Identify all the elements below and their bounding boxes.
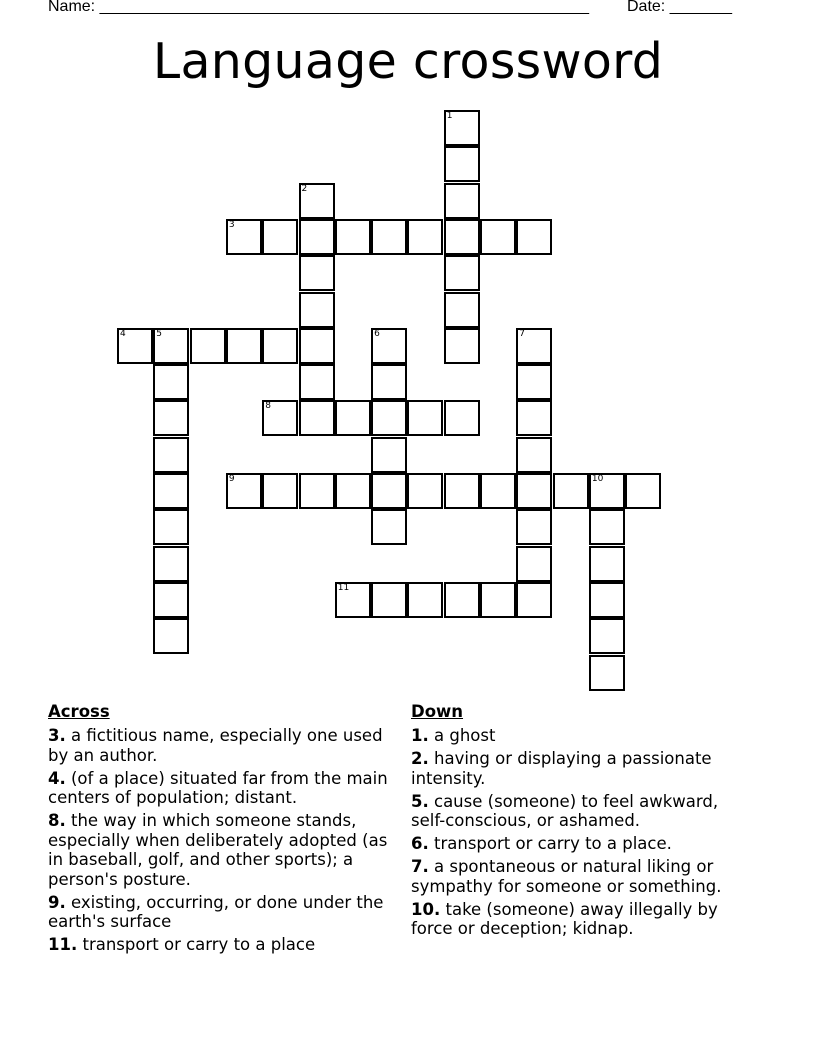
grid-cell[interactable] [153,546,189,582]
grid-cell[interactable] [444,328,480,364]
grid-cell[interactable] [371,582,407,618]
grid-cell[interactable] [153,618,189,654]
clue-across-4 [48,769,393,808]
grid-cell[interactable] [153,437,189,473]
clue-text: existing, occurring, or done under the earth's surface [48,892,384,931]
cell-number: 7 [519,328,526,339]
grid-cell[interactable] [299,364,335,400]
cell-number: 6 [374,328,380,339]
grid-cell[interactable] [262,473,298,509]
clue-text: a spontaneous or natural liking or sympathy for someone or something. [411,857,722,896]
grid-cell[interactable] [516,582,552,618]
clue-across-3 [48,726,393,765]
grid-cell[interactable] [226,219,262,255]
grid-cell[interactable] [407,473,443,509]
grid-cell[interactable] [153,509,189,545]
grid-cell[interactable] [190,328,226,364]
cell-number: 4 [120,328,126,339]
grid-cell[interactable] [516,219,552,255]
clue-number: 6. [411,834,429,853]
grid-cell[interactable] [444,255,480,291]
grid-cell[interactable] [589,546,625,582]
down-heading: Down [411,702,464,721]
grid-cell[interactable] [335,473,371,509]
clue-text: (of a place) situated far from the main centers of population; distant. [48,768,388,807]
grid-cell[interactable] [371,473,407,509]
cell-number: 3 [228,219,235,230]
grid-cell[interactable] [335,582,371,618]
grid-cell[interactable] [589,509,625,545]
grid-cell[interactable] [153,473,189,509]
grid-cell[interactable] [371,364,407,400]
grid-cell[interactable] [299,219,335,255]
clue-number: 3. [48,726,66,745]
clue-across-8 [48,811,393,889]
cell-number: 11 [337,582,350,593]
clue-text: a ghost [434,726,496,745]
clue-number: 8. [48,811,66,830]
clue-number: 1. [411,726,429,745]
clue-number: 2. [411,749,429,768]
grid-cell[interactable] [226,328,262,364]
grid-cell[interactable] [444,183,480,219]
clue-number: 7. [411,857,429,876]
grid-cell[interactable] [407,582,443,618]
grid-cell[interactable] [480,473,516,509]
grid-cell[interactable] [153,582,189,618]
across-clues [48,702,393,958]
cell-number: 1 [446,111,453,121]
grid-cell[interactable] [262,400,298,436]
grid-cell[interactable] [335,219,371,255]
clue-text: a fictitious name, especially one used by an author. [48,726,383,765]
grid-cell[interactable] [516,473,552,509]
grid-cell[interactable] [335,400,371,436]
date-field-label: Date: _______ [627,0,732,15]
cell-number: 10 [591,474,604,484]
grid-cell[interactable] [226,473,262,509]
clue-number: 4. [48,768,66,788]
clue-down-6 [411,834,756,854]
clue-text: transport or carry to a place [82,935,316,954]
clue-down-7 [411,857,756,896]
grid-cell[interactable] [516,509,552,545]
grid-cell[interactable] [262,328,298,364]
grid-cell[interactable] [516,328,552,364]
grid-cell[interactable] [371,509,407,545]
grid-cell[interactable] [589,655,625,691]
clue-across-9 [48,893,393,932]
grid-cell[interactable] [516,400,552,436]
clue-text: the way in which someone stands, especially when deliberately adopted (as in baseball, golf, and other sports); a person's posture. [48,811,388,889]
clue-number: 11. [48,935,78,954]
grid-cell[interactable] [299,292,335,328]
clue-down-1 [411,726,756,746]
grid-cell[interactable] [444,292,480,328]
clue-number: 10. [411,899,441,919]
clue-across-11 [48,935,393,955]
clue-text: transport or carry to a place. [434,834,672,853]
grid-cell[interactable] [589,473,625,509]
grid-cell[interactable] [516,546,552,582]
grid-cell[interactable] [444,582,480,618]
grid-cell[interactable] [299,255,335,291]
grid-cell[interactable] [444,473,480,509]
down-clues [411,702,756,942]
grid-cell[interactable] [299,400,335,436]
cell-number: 8 [265,401,271,412]
grid-cell[interactable] [407,400,443,436]
grid-cell[interactable] [299,183,335,219]
grid-cell[interactable] [153,328,189,364]
clue-down-10 [411,900,756,939]
clue-down-2 [411,749,756,788]
clue-text: cause (someone) to feel awkward, self-conscious, or ashamed. [411,791,719,830]
clue-text: having or displaying a passionate intensity. [411,749,712,788]
grid-cell[interactable] [625,473,661,509]
grid-cell[interactable] [299,328,335,364]
grid-cell[interactable] [553,473,589,509]
grid-cell[interactable] [262,219,298,255]
cell-number: 9 [228,474,235,484]
name-field-label: Name: _______________________________________________________ [48,0,589,15]
grid-cell[interactable] [444,219,480,255]
clue-down-5 [411,792,756,831]
grid-cell[interactable] [516,437,552,473]
grid-cell[interactable] [153,364,189,400]
grid-cell[interactable] [589,618,625,654]
grid-cell[interactable] [516,364,552,400]
page-title: Language crossword [152,33,664,90]
grid-cell[interactable] [371,219,407,255]
grid-cell[interactable] [480,219,516,255]
clue-text: take (someone) away illegally by force or deception; kidnap. [411,899,718,938]
clue-number: 5. [411,791,429,811]
across-heading: Across [48,702,110,721]
grid-cell[interactable] [444,146,480,182]
grid-cell[interactable] [444,110,480,146]
grid-cell[interactable] [153,400,189,436]
grid-cell[interactable] [299,473,335,509]
cell-number: 5 [156,328,163,339]
grid-cell[interactable] [480,582,516,618]
grid-cell[interactable] [444,400,480,436]
grid-cell[interactable] [371,400,407,436]
grid-cell[interactable] [371,328,407,364]
clue-number: 9. [48,892,66,912]
grid-cell[interactable] [371,437,407,473]
cell-number: 2 [301,183,308,194]
grid-cell[interactable] [117,328,153,364]
grid-cell[interactable] [407,219,443,255]
grid-cell[interactable] [589,582,625,618]
